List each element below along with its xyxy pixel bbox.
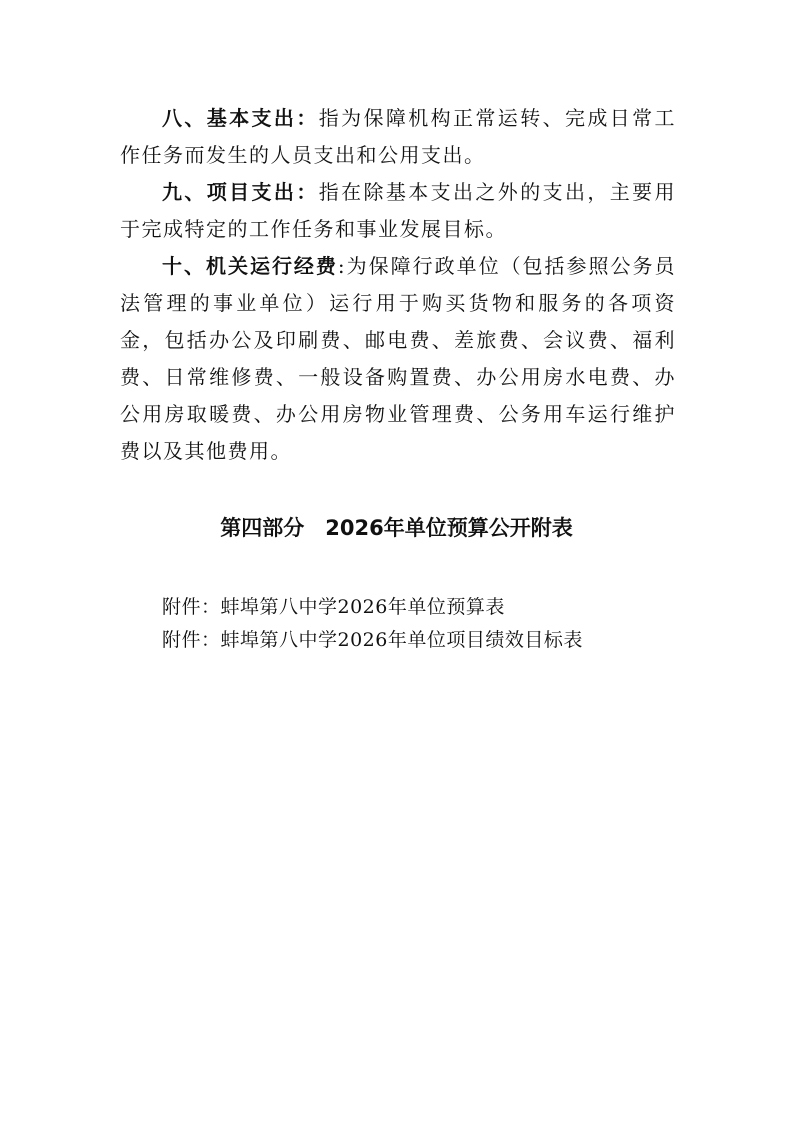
definition-text: 指为保障机构正常运转、完成日常工作任务而发生的人员支出和公用支出。 bbox=[120, 106, 677, 167]
definition-text: :为保障行政单位（包括参照公务员法管理的事业单位）运行用于购买货物和服务的各项资金，包括办公及印刷费、邮电费、差旅费、会议费、福利费、日常维修费、一般设备购置费、办公用房水电费、办公用房取暖费、办公用房物业管理费、公务用车运行维护费以及其他费用。 bbox=[120, 254, 676, 463]
attachment-budget-table: 附件：蚌埠第八中学2026年单位预算表 bbox=[162, 596, 505, 618]
definition-operating-funds bbox=[120, 248, 676, 470]
definition-term: 十、机关运行经费 bbox=[162, 254, 338, 278]
definition-term: 八、基本支出： bbox=[162, 106, 319, 130]
attachment-performance-table: 附件：蚌埠第八中学2026年单位项目绩效目标表 bbox=[162, 629, 583, 651]
definition-basic-expenditure bbox=[120, 100, 676, 174]
definition-term: 九、项目支出： bbox=[162, 180, 319, 204]
definition-text: 指在除基本支出之外的支出，主要用于完成特定的工作任务和事业发展目标。 bbox=[120, 180, 677, 241]
definition-project-expenditure bbox=[120, 174, 676, 248]
section-title: 第四部分 2026年单位预算公开附表 bbox=[220, 516, 573, 540]
